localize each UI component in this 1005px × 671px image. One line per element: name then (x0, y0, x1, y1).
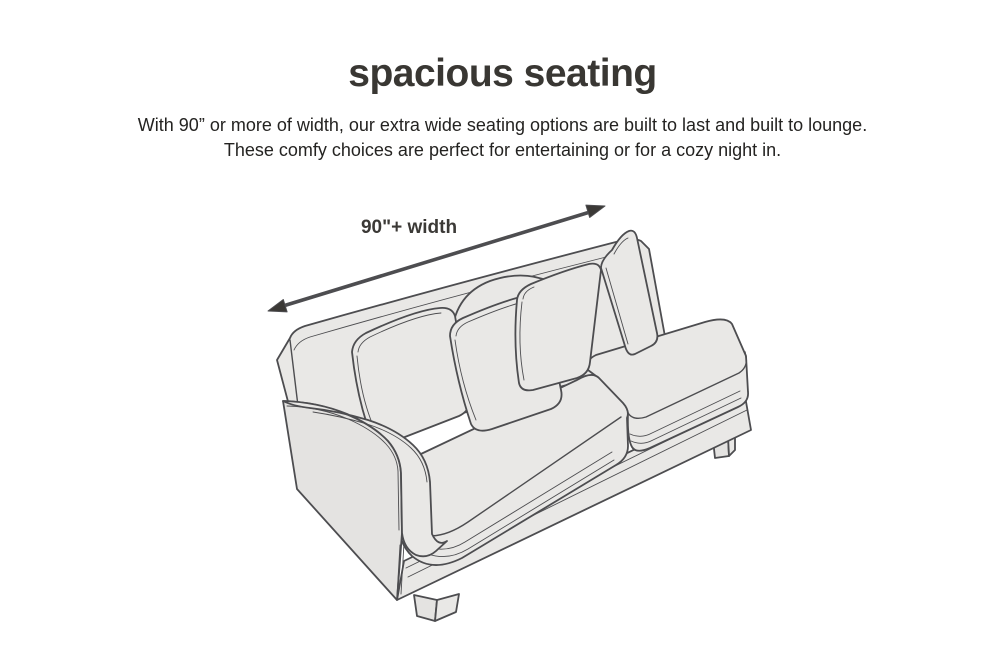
description-line-2: These comfy choices are perfect for entertaining or for a cozy night in. (223, 140, 782, 160)
page-title: spacious seating (348, 52, 657, 95)
description-line-1: With 90” or more of width, our extra wide seating options are built to last and built to lounge. (137, 115, 868, 135)
sofa-line-drawing (277, 231, 751, 621)
arrow-head-left (268, 300, 287, 312)
arrow-head-right (586, 205, 605, 217)
sofa-foot-left (414, 594, 459, 621)
description (0, 113, 1005, 163)
width-dimension-label: 90"+ width (360, 217, 458, 238)
